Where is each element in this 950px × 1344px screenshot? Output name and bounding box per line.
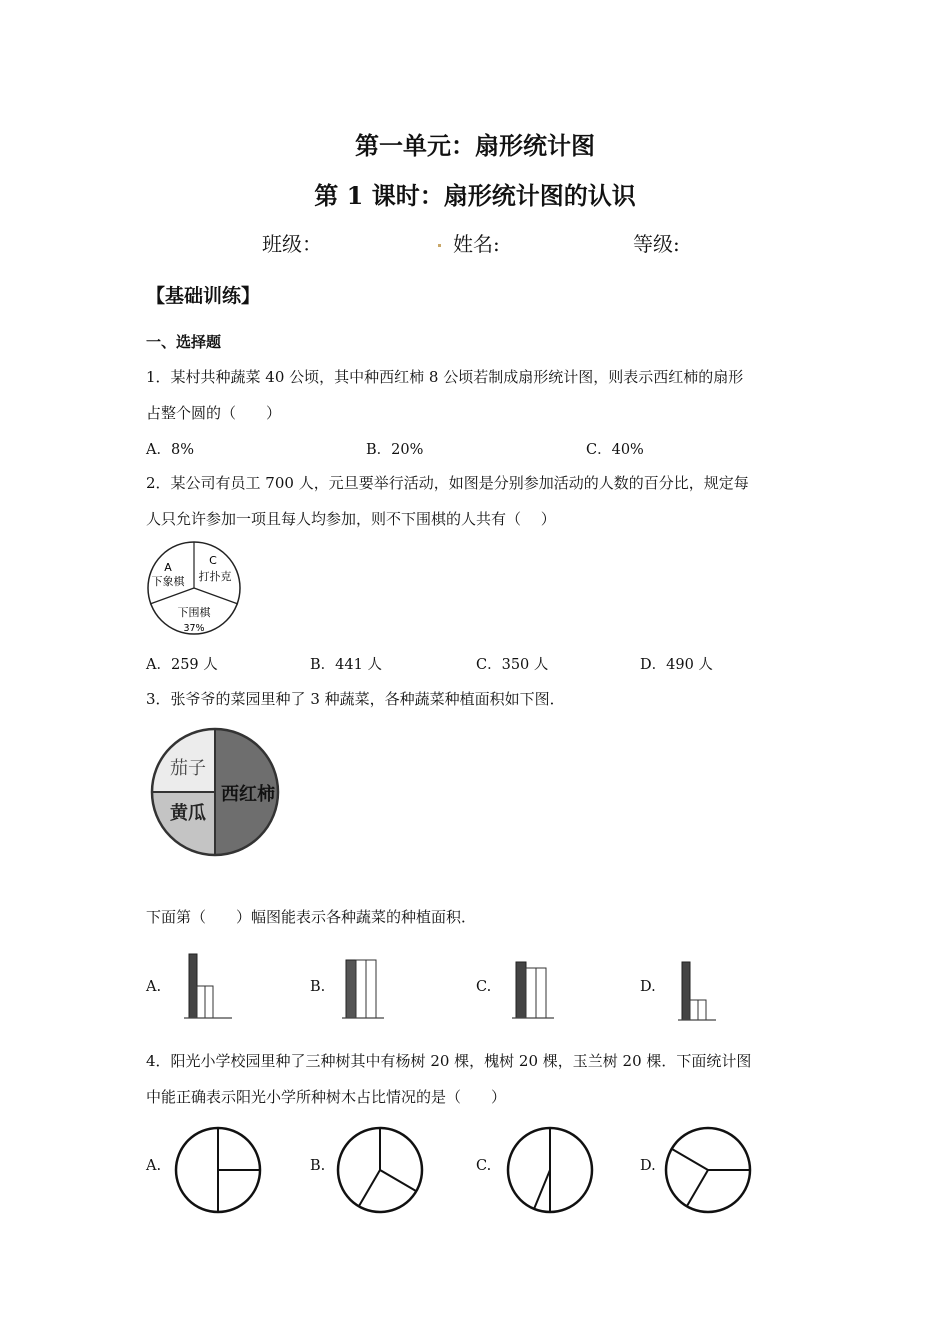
q3-a-bar-tomato	[189, 954, 197, 1018]
q1-option-b: B．20%	[366, 442, 424, 458]
section-subheading: 一、选择题	[146, 333, 222, 351]
q1-line-2: 占整个圆的（ ）	[146, 404, 282, 422]
q2-option-a: A．259 人	[146, 657, 218, 673]
name-label: 姓名:	[453, 232, 500, 256]
q4-pie-chart-d	[662, 1124, 754, 1216]
q3-bar-chart-b	[340, 948, 400, 1026]
q2-option-d: D．490 人	[640, 657, 713, 673]
q3-label-eggplant: 茄子	[170, 758, 206, 779]
q3-a-bar-eggplant	[197, 986, 205, 1018]
q4-pie-chart-c	[504, 1124, 596, 1216]
q2-sector-a-letter: A	[164, 561, 172, 574]
q2-sector-b-label: 下围棋	[177, 606, 211, 619]
q2-sector-a-label: 下象棋	[151, 575, 185, 588]
q2-line-2: 人只允许参加一项且每人均参加，则不下围棋的人共有（ ）	[146, 510, 556, 528]
q1-line-1: 1．某村共种蔬菜 40 公顷，其中种西红柿 8 公顷若制成扇形统计图，则表示西红柿的扇形	[146, 368, 744, 386]
q3-c-bar-eggplant	[526, 968, 536, 1018]
q2-option-c: C．350 人	[476, 657, 549, 673]
q4-option-c: C.	[476, 1158, 492, 1174]
q3-a-bar-cucumber	[205, 986, 213, 1018]
q4-d-divider-upper-left	[672, 1149, 708, 1170]
q3-d-bar-eggplant	[690, 1000, 698, 1020]
q1-option-c: C．40%	[586, 442, 644, 458]
q3-c-bar-cucumber	[536, 968, 546, 1018]
q4-option-d: D.	[640, 1158, 656, 1174]
q4-pie-chart-b	[334, 1124, 426, 1216]
q4-b-divider-right	[380, 1170, 416, 1191]
q4-b-divider-left	[359, 1170, 380, 1206]
unit-title: 第一单元：扇形统计图	[355, 131, 595, 160]
q3-b-bar-tomato	[346, 960, 356, 1018]
q4-pie-chart-a	[172, 1124, 264, 1216]
q4-option-a: A.	[146, 1158, 162, 1174]
q4-option-b: B.	[310, 1158, 326, 1174]
q3-label-tomato: 西红柿	[221, 784, 275, 805]
section-heading: 【基础训练】	[146, 285, 261, 307]
q1-option-a: A．8%	[146, 442, 194, 458]
q3-b-bar-cucumber	[366, 960, 376, 1018]
q3-bar-chart-a	[180, 948, 240, 1026]
stray-mark	[438, 244, 441, 247]
q2-sector-c-label: 打扑克	[198, 570, 232, 583]
q3-pie-chart	[140, 722, 290, 862]
q2-sector-c-letter: C	[209, 554, 217, 567]
q3-bar-chart-c	[508, 948, 568, 1026]
q4-line-1: 4．阳光小学校园里种了三种树其中有杨树 20 棵，槐树 20 棵，玉兰树 20 棵．下面统计图	[146, 1052, 752, 1070]
q3-d-bar-tomato	[682, 962, 690, 1020]
q3-bar-chart-d	[674, 948, 734, 1026]
grade-label: 等级:	[633, 232, 680, 256]
q4-d-divider-lower-left	[687, 1170, 708, 1206]
q3-d-bar-cucumber	[698, 1000, 706, 1020]
q3-line-1: 3．张爷爷的菜园里种了 3 种蔬菜，各种蔬菜种植面积如下图．	[146, 690, 565, 708]
q3-c-bar-tomato	[516, 962, 526, 1018]
q3-option-c: C.	[476, 979, 492, 995]
q3-b-bar-eggplant	[356, 960, 366, 1018]
q3-label-cucumber: 黄瓜	[170, 803, 206, 824]
q3-option-b: B.	[310, 979, 326, 995]
q2-sector-b-percent: 37%	[183, 623, 205, 634]
class-label: 班级：	[262, 232, 322, 256]
q3-option-a: A.	[146, 979, 162, 995]
q3-follow-line: 下面第（ ）幅图能表示各种蔬菜的种植面积．	[146, 908, 477, 926]
q4-line-2: 中能正确表示阳光小学所种树木占比情况的是（ ）	[146, 1088, 507, 1106]
q2-option-b: B．441 人	[310, 657, 382, 673]
q2-pie-chart	[144, 540, 244, 640]
lesson-title: 第 1 课时：扇形统计图的认识	[314, 181, 636, 210]
q3-option-d: D.	[640, 979, 656, 995]
q4-c-divider-slant	[534, 1170, 550, 1209]
q2-line-1: 2．某公司有员工 700 人，元旦要举行活动，如图是分别参加活动的人数的百分比，规定每	[146, 474, 749, 492]
